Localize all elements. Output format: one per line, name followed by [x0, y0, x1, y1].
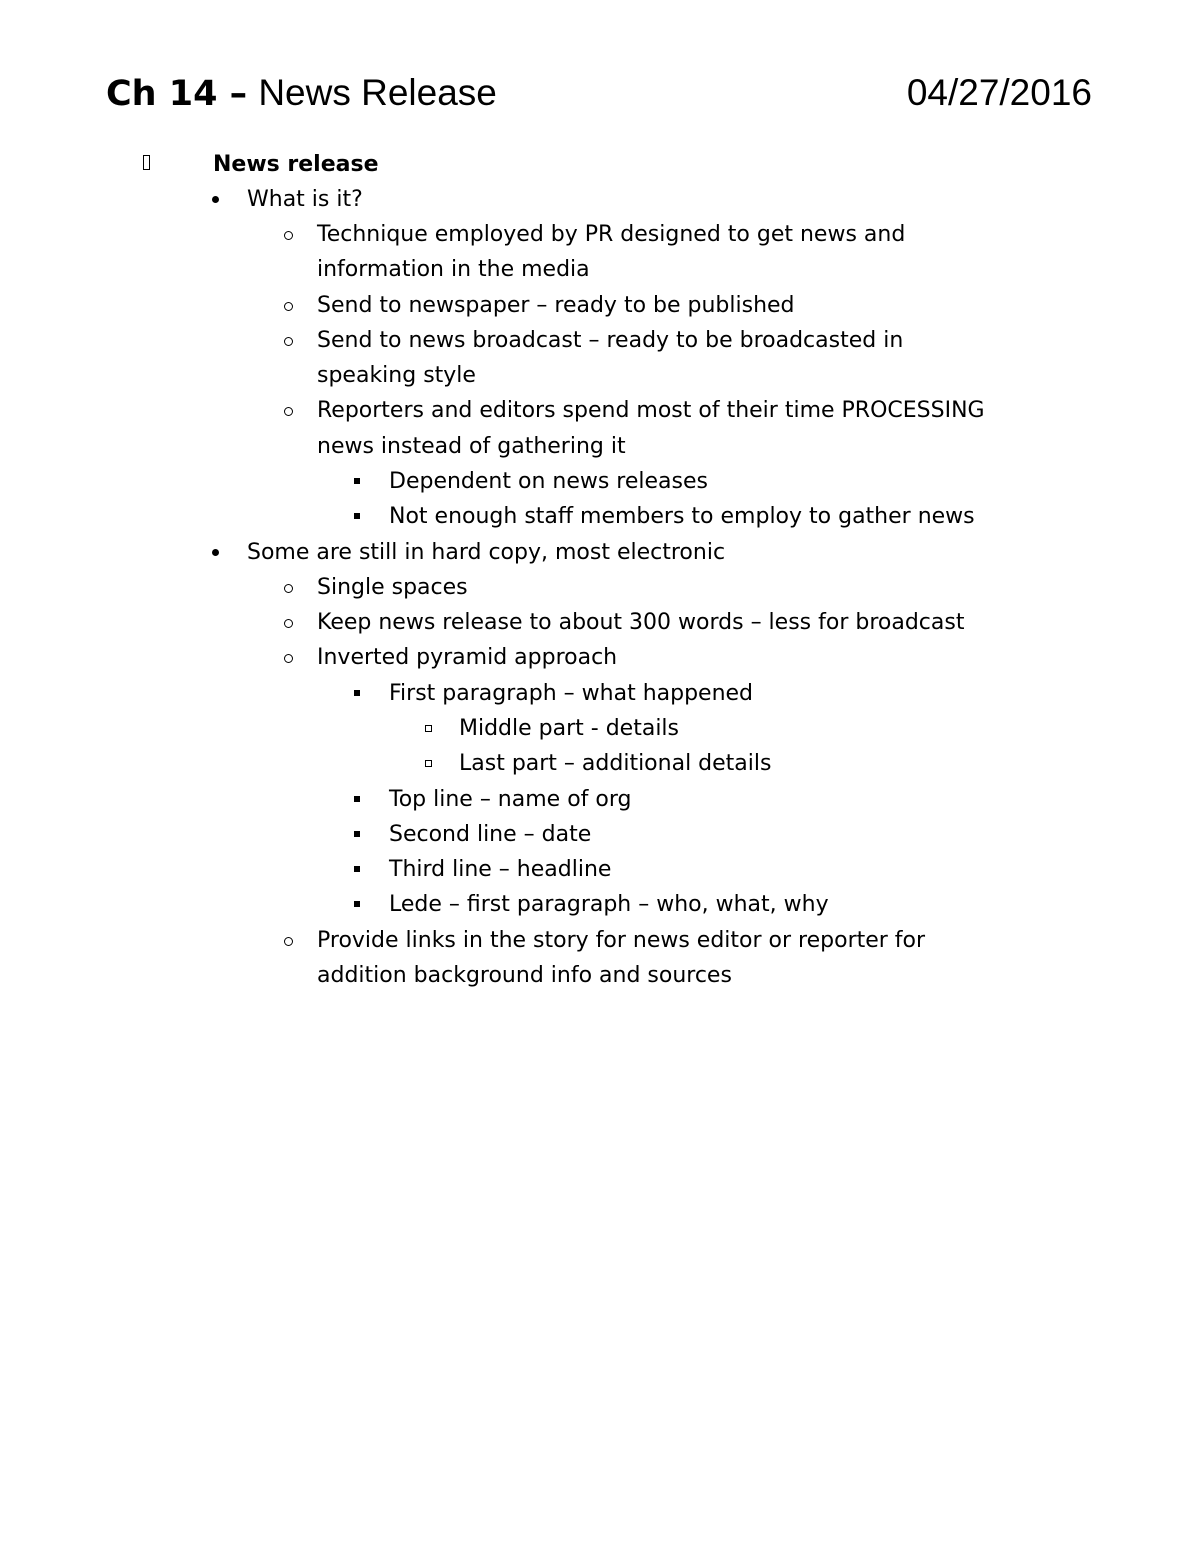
square-bullet-icon: [354, 478, 360, 484]
list-item-l2: Reporters and editors spend most of their time PROCESSING: [317, 398, 985, 423]
list-item-l3: Not enough staff members to employ to gather news: [389, 504, 975, 529]
circle-bullet-icon: [284, 302, 293, 311]
list-item-l3: Dependent on news releases: [389, 469, 708, 494]
circle-bullet-icon: [284, 619, 293, 628]
page-title: [106, 70, 497, 117]
circle-bullet-icon: [284, 231, 293, 240]
square-bullet-icon: [354, 831, 360, 837]
square-bullet-icon: [354, 796, 360, 802]
list-item-l2: Send to newspaper – ready to be published: [317, 293, 795, 318]
circle-bullet-icon: [284, 407, 293, 416]
title-row: [106, 70, 1092, 118]
box-bullet-icon: [143, 155, 150, 170]
hollow-square-bullet-icon: [425, 760, 432, 767]
square-bullet-icon: [354, 690, 360, 696]
list-item-l4: Middle part - details: [459, 716, 679, 741]
circle-bullet-icon: [284, 937, 293, 946]
list-item-l2-cont: news instead of gathering it: [317, 434, 626, 459]
circle-bullet-icon: [284, 337, 293, 346]
list-item-l3: Top line – name of org: [389, 787, 632, 812]
hollow-square-bullet-icon: [425, 725, 432, 732]
date-label: 04/27/2016: [906, 72, 1092, 113]
list-item-l2-cont: information in the media: [317, 257, 590, 282]
list-item-l3: Second line – date: [389, 822, 592, 847]
list-item-l2: Send to news broadcast – ready to be broadcasted in: [317, 328, 904, 353]
list-item-l2-cont: addition background info and sources: [317, 963, 732, 988]
square-bullet-icon: [354, 513, 360, 519]
list-item-l3: Third line – headline: [389, 857, 612, 882]
list-item-l2: Single spaces: [317, 575, 468, 600]
list-item-l2: Technique employed by PR designed to get news and: [317, 222, 906, 247]
list-item-l3: First paragraph – what happened: [389, 681, 754, 706]
topic-label: News Release: [258, 72, 497, 113]
disc-bullet-icon: [212, 549, 219, 556]
list-item-l2: Keep news release to about 300 words – less for broadcast: [317, 610, 965, 635]
disc-bullet-icon: [212, 196, 219, 203]
list-item-l4: Last part – additional details: [459, 751, 772, 776]
chapter-label: Ch 14 –: [106, 74, 248, 114]
square-bullet-icon: [354, 866, 360, 872]
list-item-l2-cont: speaking style: [317, 363, 476, 388]
circle-bullet-icon: [284, 654, 293, 663]
list-item-l1: What is it?: [247, 187, 363, 212]
list-item-l2: Provide links in the story for news editor or reporter for: [317, 928, 926, 953]
square-bullet-icon: [354, 901, 360, 907]
outline-heading: News release: [213, 152, 379, 177]
circle-bullet-icon: [284, 584, 293, 593]
list-item-l3: Lede – first paragraph – who, what, why: [389, 892, 829, 917]
list-item-l1: Some are still in hard copy, most electronic: [247, 540, 726, 565]
list-item-l2: Inverted pyramid approach: [317, 645, 618, 670]
